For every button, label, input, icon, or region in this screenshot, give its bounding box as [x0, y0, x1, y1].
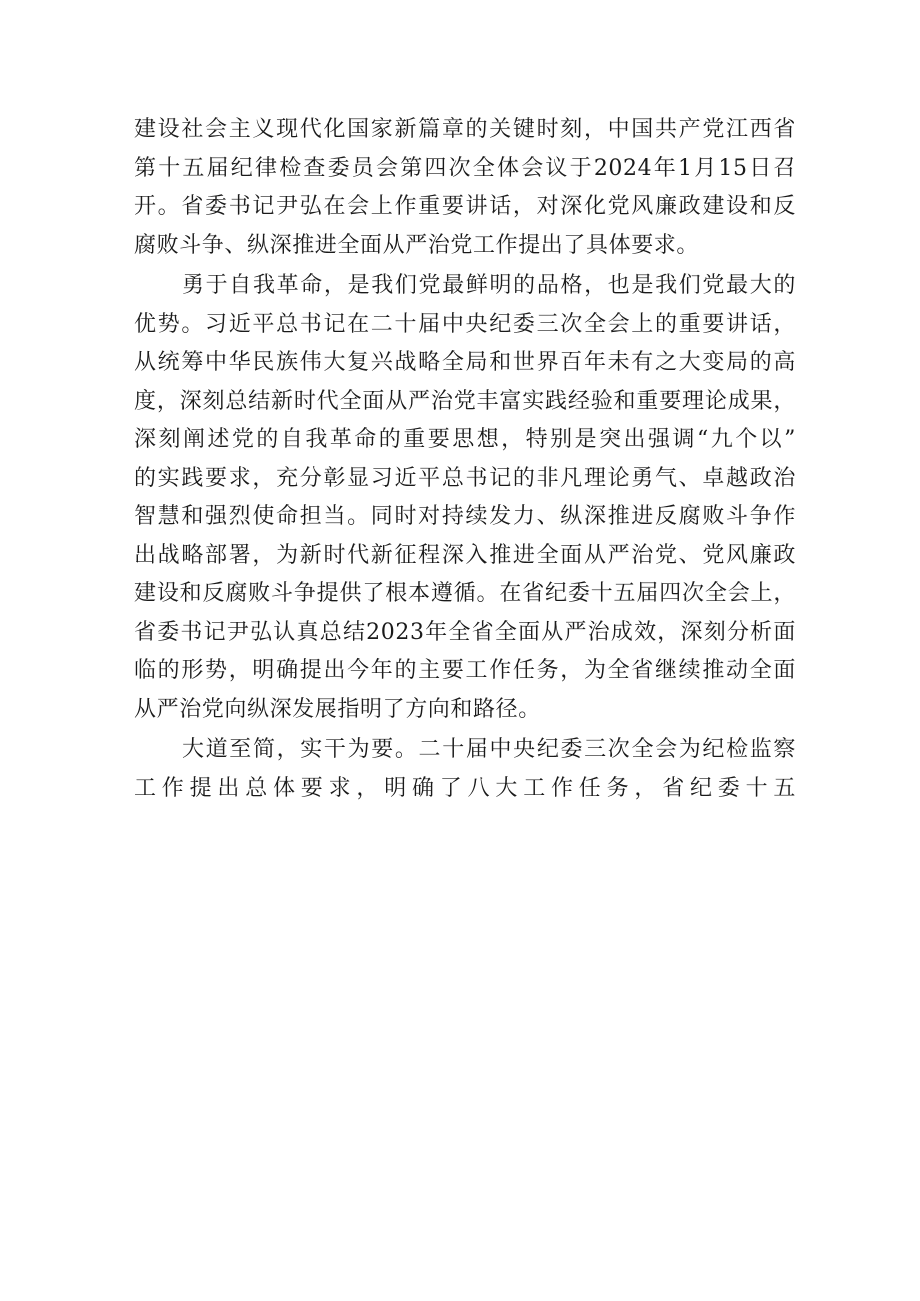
paragraph-1	[134, 111, 796, 265]
text-line: 度，深刻总结新时代全面从严治党丰富实践经验和重要理论成果，	[134, 388, 796, 414]
text-line: 从严治党向纵深发展指明了方向和路径。	[134, 696, 541, 722]
text-line: 开。省委书记尹弘在会上作重要讲话，对深化党风廉政建设和反	[134, 194, 796, 219]
text-line: 从统筹中华民族伟大复兴战略全局和世界百年未有之大变局的高	[134, 350, 796, 375]
text-line: 智慧和强烈使命担当。同时对持续发力、纵深推进反腐败斗争作	[134, 504, 796, 529]
paragraph-2	[134, 267, 796, 729]
text-line: 优势。习近平总书记在二十届中央纪委三次全会上的重要讲话，	[134, 311, 796, 337]
document-body	[134, 111, 796, 810]
text-line: 省委书记尹弘认真总结2023年全省全面从严治成效，深刻分析面	[134, 619, 796, 645]
text-line: 的实践要求，充分彰显习近平总书记的非凡理论勇气、卓越政治	[134, 465, 796, 491]
text-line: 腐败斗争、纵深推进全面从严治党工作提出了具体要求。	[134, 232, 700, 258]
paragraph-3	[134, 731, 796, 808]
text-line: 第十五届纪律检查委员会第四次全体会议于2024年1月15日召	[134, 155, 796, 181]
text-line: 出战略部署，为新时代新征程深入推进全面从严治党、党风廉政	[134, 542, 796, 568]
text-line: 大道至简，实干为要。二十届中央纪委三次全会为纪检监察	[182, 737, 796, 762]
text-line: 建设社会主义现代化国家新篇章的关键时刻，中国共产党江西省	[134, 117, 796, 142]
text-line: 深刻阐述党的自我革命的重要思想，特别是突出强调“九个以”	[134, 427, 796, 452]
text-line: 勇于自我革命，是我们党最鲜明的品格，也是我们党最大的	[182, 273, 796, 298]
text-line: 临的形势，明确提出今年的主要工作任务，为全省继续推动全面	[134, 658, 796, 683]
text-line: 工作提出总体要求，明确了八大工作任务，省纪委十五	[134, 775, 796, 801]
text-line: 建设和反腐败斗争提供了根本遵循。在省纪委十五届四次全会上，	[134, 581, 796, 606]
